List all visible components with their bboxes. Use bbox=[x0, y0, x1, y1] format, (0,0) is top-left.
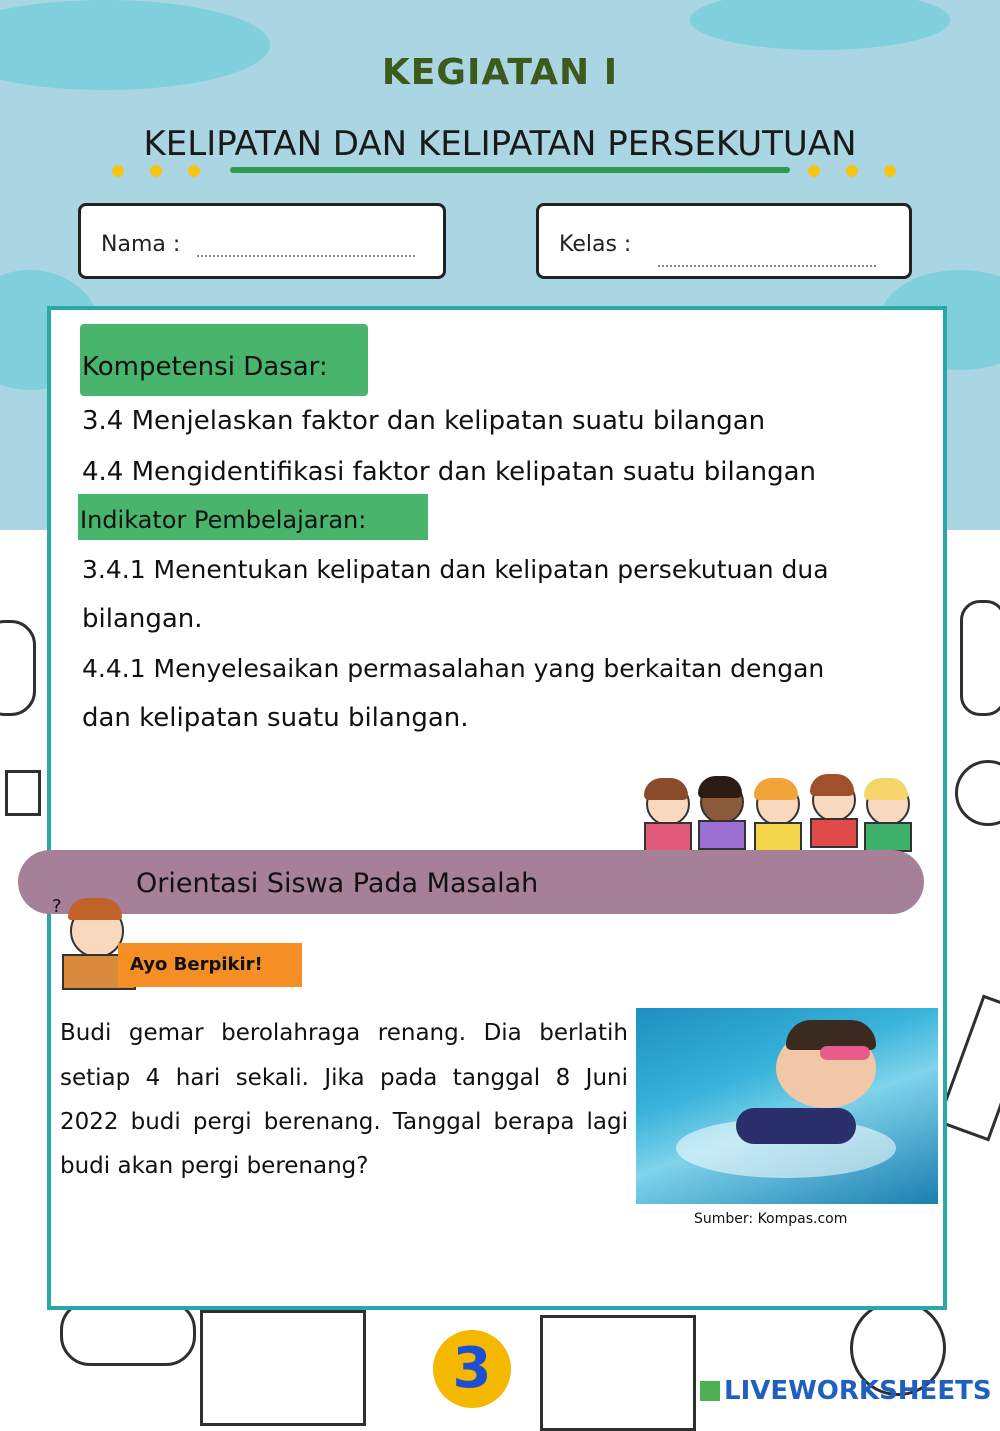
dot-decoration bbox=[884, 165, 896, 177]
class-label: Kelas : bbox=[559, 232, 632, 257]
name-input-line[interactable] bbox=[197, 255, 415, 257]
indicator-heading: Indikator Pembelajaran: bbox=[80, 506, 367, 534]
swimmer-photo bbox=[636, 1008, 938, 1204]
indicator-item: 3.4.1 Menentukan kelipatan dan kelipatan persekutuan dua bbox=[82, 555, 829, 584]
page-subtitle: KELIPATAN DAN KELIPATAN PERSEKUTUAN bbox=[143, 124, 857, 164]
liveworksheets-logo-icon bbox=[700, 1381, 720, 1401]
doodle-decoration bbox=[955, 760, 1000, 826]
name-label: Nama : bbox=[101, 232, 181, 257]
liveworksheets-watermark bbox=[700, 1376, 992, 1406]
competency-item: 3.4 Menjelaskan faktor dan kelipatan suatu bilangan bbox=[82, 406, 766, 436]
problem-line: budi akan pergi berenang? bbox=[60, 1153, 369, 1179]
dot-decoration bbox=[112, 165, 124, 177]
doodle-decoration bbox=[5, 770, 41, 816]
problem-line: setiap 4 hari sekali. Jika pada tanggal 8 Juni bbox=[60, 1065, 628, 1091]
question-mark: ? bbox=[52, 896, 62, 917]
dot-decoration bbox=[846, 165, 858, 177]
competency-item: 4.4 Mengidentifikasi faktor dan kelipatan suatu bilangan bbox=[82, 457, 817, 487]
dot-decoration bbox=[808, 165, 820, 177]
class-input-line[interactable] bbox=[658, 265, 876, 267]
indicator-item: dan kelipatan suatu bilangan. bbox=[82, 703, 469, 733]
competency-heading: Kompetensi Dasar: bbox=[82, 352, 328, 382]
indicator-item: 4.4.1 Menyelesaikan permasalahan yang berkaitan dengan bbox=[82, 654, 825, 683]
doodle-decoration bbox=[960, 600, 1000, 716]
problem-line: Budi gemar berolahraga renang. Dia berlatih bbox=[60, 1020, 628, 1046]
class-field[interactable] bbox=[536, 203, 912, 279]
dot-decoration bbox=[188, 165, 200, 177]
title-underline bbox=[230, 167, 790, 173]
doodle-decoration bbox=[0, 620, 36, 716]
watermark-text: LIVEWORKSHEETS bbox=[724, 1376, 992, 1406]
problem-line: 2022 budi pergi berenang. Tanggal berapa lagi bbox=[60, 1109, 628, 1135]
ayo-berpikir-label: Ayo Berpikir! bbox=[118, 943, 302, 987]
doodle-decoration bbox=[200, 1310, 366, 1426]
indicator-item: bilangan. bbox=[82, 604, 203, 634]
dot-decoration bbox=[150, 165, 162, 177]
photo-caption: Sumber: Kompas.com bbox=[694, 1211, 848, 1227]
name-field[interactable] bbox=[78, 203, 446, 279]
page-number-badge: 3 bbox=[433, 1330, 511, 1408]
orientation-title: Orientasi Siswa Pada Masalah bbox=[136, 868, 539, 899]
page-title: KEGIATAN I bbox=[381, 52, 619, 93]
